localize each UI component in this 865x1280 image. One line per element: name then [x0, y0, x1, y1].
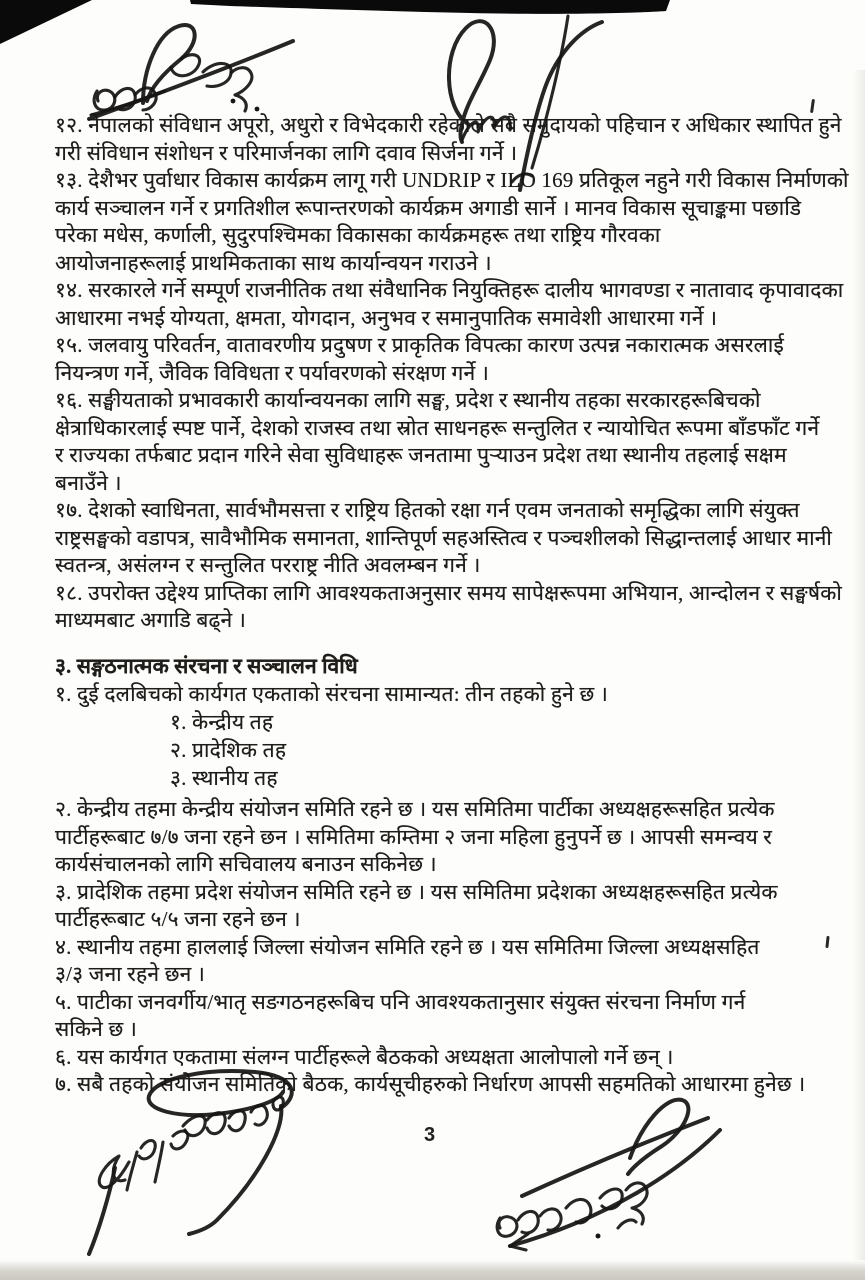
document-line: आधारमा नभई योग्यता, क्षमता, योगदान, अनुभव र समानुपातिक समावेशी आधारमा गर्ने ।: [55, 306, 718, 330]
document-line: २. प्रादेशिक तह: [170, 738, 287, 762]
document-line: बनाउँने ।: [55, 471, 122, 495]
document-line: नियन्त्रण गर्ने, जैविक विविधता र पर्यावरणको संरक्षण गर्ने ।: [55, 361, 489, 385]
scan-edge-artifact-top: [0, 0, 865, 60]
page-number: 3: [424, 1124, 436, 1146]
document-line: माध्यमबाट अगाडि बढ्ने ।: [55, 608, 247, 632]
document-line: पार्टीहरूबाट ७/७ जना रहने छन । समितिमा कम्तिमा २ जना महिला हुनुपर्ने छ । आपसी समन्वय र: [55, 825, 773, 849]
section-heading: ३. सङ्गठनात्मक संरचना र सञ्चालन विधि: [55, 654, 358, 678]
document-line: सकिने छ ।: [55, 1017, 137, 1041]
document-line: १. दुई दलबिचको कार्यगत एकताको संरचना सामान्यत: तीन तहको हुने छ ।: [55, 682, 609, 706]
document-line: १२. नेपालको संविधान अपूरो, अधुरो र विभेदकारी रहेकाले सबै समुदायको पहिचान र अधिकार स्थापित हुने: [55, 113, 842, 137]
document-line: ३. स्थानीय तह: [170, 766, 278, 790]
document-line: कार्यसंचालनको लागि सचिवालय बनाउन सकिनेछ ।: [55, 852, 437, 876]
document-line: र राज्यका तर्फबाट प्रदान गरिने सेवा सुविधाहरू जनतामा पुऱ्याउन प्रदेश तथा स्थानीय तहलाई सक्षम: [55, 443, 787, 467]
document-line: ३/३ जना रहने छन ।: [55, 962, 206, 986]
document-line: स्वतन्त्र, असंलग्न र सन्तुलित परराष्ट्र नीति अवलम्बन गर्ने ।: [55, 553, 481, 577]
scan-edge-artifact-bottom: [0, 1260, 865, 1280]
document-line: ४. स्थानीय तहमा हाललाई जिल्ला संयोजन समिति रहने छ । यस समितिमा जिल्ला अध्यक्षसहित: [55, 935, 760, 959]
document-line: ७. सबै तहको संयोजन समितिको बैठक, कार्यसूचीहरुको निर्धारण आपसी सहमतिको आधारमा हुनेछ ।: [55, 1072, 806, 1096]
document-line: पार्टीहरूबाट ५/५ जना रहने छन ।: [55, 907, 301, 931]
document-line: क्षेत्राधिकारलाई स्पष्ट पार्ने, देशको राजस्व तथा स्रोत साधनहरू सन्तुलित र न्यायोचित रूपमा बाँडफाँट गर्ने: [55, 416, 820, 440]
document-line: ३. प्रादेशिक तहमा प्रदेश संयोजन समिति रहने छ । यस समितिमा प्रदेशका अध्यक्षहरूसहित प्रत्येक: [55, 880, 778, 904]
document-line: ६. यस कार्यगत एकतामा संलग्न पार्टीहरूले बैठकको अध्यक्षता आलोपालो गर्ने छन् ।: [55, 1045, 674, 1069]
document-line: २. केन्द्रीय तहमा केन्द्रीय संयोजन समिति रहने छ । यस समितिमा पार्टीका अध्यक्षहरूसहित प्रत्येक: [55, 797, 775, 821]
document-line: राष्ट्रसङ्घको वडापत्र, सावैभौमिक समानता, शान्तिपूर्ण सहअस्तित्व र पञ्चशीलको सिद्धान्तलाई आधार मानी: [55, 526, 833, 550]
document-line: कार्य सञ्चालन गर्ने र प्रगतिशील रूपान्तरणको कार्यक्रम अगाडी सार्ने । मानव विकास सूचाङ्कमा पछाडि: [55, 196, 802, 220]
signature-bottom-right-ink: [470, 1078, 750, 1258]
document-line: १४. सरकारले गर्ने सम्पूर्ण राजनीतिक तथा संवैधानिक नियुक्तिहरू दालीय भागवण्डा र नातावाद कृपावादका: [55, 278, 844, 302]
document-line: आयोजनाहरूलाई प्राथमिकताका साथ कार्यान्वयन गराउने ।: [55, 251, 492, 275]
paper-edge-shadow: [853, 70, 865, 1260]
document-line: १७. देशको स्वाधिनता, सार्वभौमसत्ता र राष्ट्रिय हितको रक्षा गर्न एवम जनताको समृद्धिका लागि संयुक्त: [55, 498, 800, 522]
document-line: परेका मधेस, कर्णाली, सुदुरपश्चिमका विकासका कार्यक्रमहरू तथा राष्ट्रिय गौरवका: [55, 223, 661, 247]
document-line: गरी संविधान संशोधन र परिमार्जनका लागि दवाव सिर्जना गर्ने ।: [55, 141, 518, 165]
scan-mark: [825, 936, 829, 948]
scan-mark: [810, 99, 815, 113]
document-line: १. केन्द्रीय तह: [170, 710, 274, 734]
document-line: १५. जलवायु परिवर्तन, वातावरणीय प्रदुषण र प्राकृतिक विपत्का कारण उत्पन्न नकारात्मक असरलाई: [55, 333, 785, 357]
document-line: १६. सङ्घीयताको प्रभावकारी कार्यान्वयनका लागि सङ्घ, प्रदेश र स्थानीय तहका सरकारहरूबिचको: [55, 388, 761, 412]
document-line: ५. पाटीका जनवर्गीय/भातृ सङगठनहरूबिच पनि आवश्यकतानुसार संयुक्त संरचना निर्माण गर्न: [55, 990, 746, 1014]
document-line: १८. उपरोक्त उद्देश्य प्राप्तिका लागि आवश्यकताअनुसार समय सापेक्षरूपमा अभियान, आन्दोलन र सङ्घर्षको: [55, 581, 842, 605]
document-line: १३. देशैभर पुर्वाधार विकास कार्यक्रम लागू गरी UNDRIP र ILO 169 प्रतिकूल नहुने गरी विकास निर्माणको: [55, 168, 849, 192]
